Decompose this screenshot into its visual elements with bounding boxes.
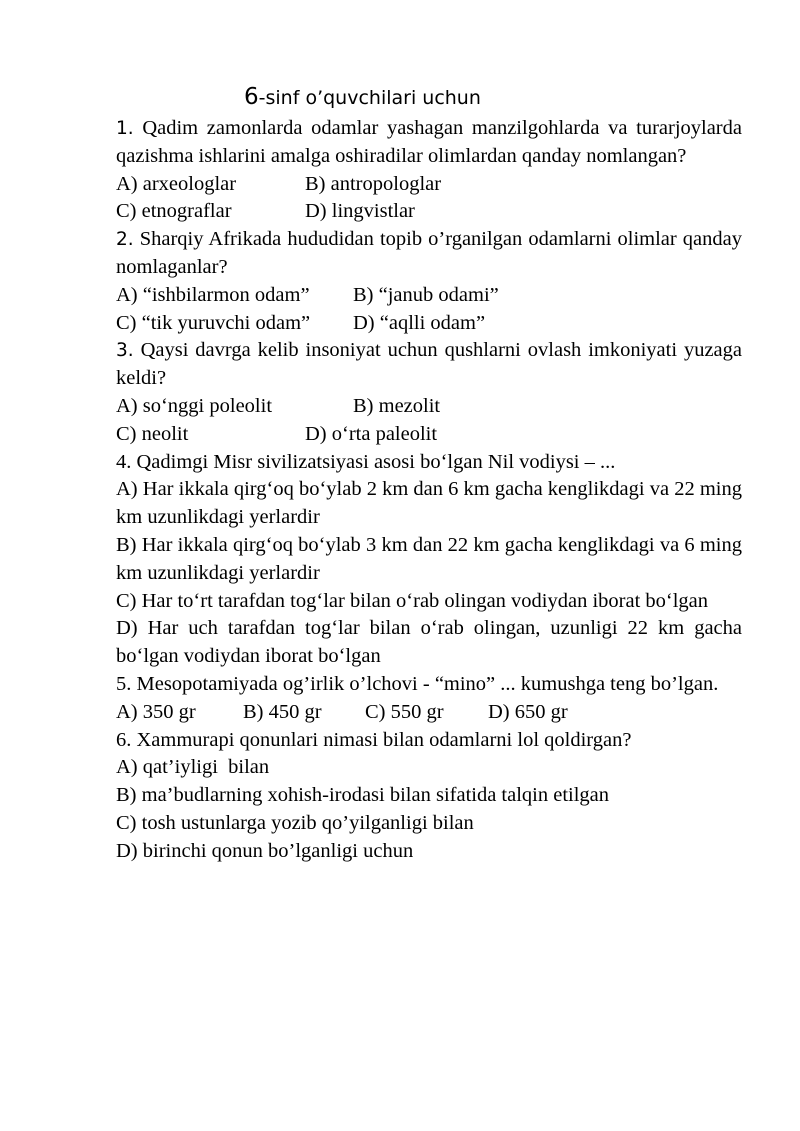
option-d: D) birinchi qonun bo’lganligi uchun	[116, 839, 414, 862]
question-4-text: 4. Qadimgi Misr sivilizatsiyasi asosi bo‘lgan Nil vodiysi – ...	[116, 450, 616, 473]
grade-number: 6	[244, 84, 259, 110]
option-a: A) Har ikkala qirg‘oq bo‘ylab 2 km dan 6 km gacha kenglikdagi va 22 ming km uzunlikdagi yerlardir	[116, 478, 742, 529]
options-row	[116, 310, 742, 338]
options-row	[116, 171, 742, 199]
options-row	[116, 699, 742, 727]
page-title	[116, 82, 742, 112]
option-c: C) etnograflar	[116, 200, 232, 223]
options-row	[116, 393, 742, 421]
question-number: 2.	[116, 229, 134, 251]
question-text: Qadim zamonlarda odamlar yashagan manzilgohlarda va turarjoylarda qazishma ishlarini amalga oshiradilar olimlardan qanday nomlangan?	[116, 117, 742, 167]
title-text: -sinf o’quvchilari uchun	[258, 87, 481, 109]
option-c: C) “tik yuruvchi odam”	[116, 311, 311, 334]
option-b: B) antropologlar	[305, 172, 442, 195]
option-a: A) so‘nggi poleolit	[116, 394, 273, 417]
option-c: C) 550 gr	[365, 700, 444, 723]
options-row	[116, 421, 742, 449]
option-a: A) 350 gr	[116, 700, 196, 723]
worksheet	[116, 82, 742, 866]
option-b: B) mezolit	[353, 394, 441, 417]
option-d: D) lingvistlar	[305, 200, 415, 223]
option-c: C) Har to‘rt tarafdan tog‘lar bilan o‘rab olingan vodiydan iborat bo‘lgan	[116, 589, 709, 612]
question-2	[116, 226, 742, 337]
option-a: A) “ishbilarmon odam”	[116, 283, 310, 306]
option-d: D) Har uch tarafdan tog‘lar bilan o‘rab olingan, uzunligi 22 km gacha bo‘lgan vodiydan iborat bo‘lgan	[116, 617, 742, 668]
option-c: C) tosh ustunlarga yozib qo’yilganligi bilan	[116, 811, 474, 834]
question-number: 1.	[116, 118, 134, 139]
option-b: B) Har ikkala qirg‘oq bo‘ylab 3 km dan 22 km gacha kenglikdagi va 6 ming km uzunlikdagi yerlardir	[116, 533, 742, 584]
option-d: D) o‘rta paleolit	[305, 422, 438, 445]
option-d: D) 650 gr	[488, 700, 568, 723]
option-a: A) qat’iyligi bilan	[116, 756, 270, 779]
question-4	[116, 449, 742, 671]
question-1	[116, 115, 742, 226]
options-row	[116, 282, 742, 310]
option-b: B) 450 gr	[243, 700, 322, 723]
question-6-text: 6. Xammurapi qonunlari nimasi bilan odamlarni lol qoldirgan?	[116, 728, 632, 751]
options-row	[116, 198, 742, 226]
question-1-text	[116, 115, 742, 171]
question-2-text	[116, 226, 742, 282]
question-text: Qaysi davrga kelib insoniyat uchun qushlarni ovlash imkoniyati yuzaga keldi?	[116, 339, 742, 390]
question-5-text: 5. Mesopotamiyada og’irlik o’lchovi - “mino” ... kumushga teng bo’lgan.	[116, 672, 719, 695]
question-5	[116, 671, 742, 727]
option-b: B) “janub odami”	[353, 283, 499, 306]
question-6	[116, 727, 742, 866]
question-text: Sharqiy Afrikada hududidan topib o’rganilgan odamlarni olimlar qanday nomlaganlar?	[116, 228, 742, 278]
option-d: D) “aqlli odam”	[353, 311, 486, 334]
question-3	[116, 337, 742, 448]
option-c: C) neolit	[116, 422, 189, 445]
question-number: 3.	[116, 340, 134, 362]
option-a: A) arxeologlar	[116, 172, 237, 195]
option-b: B) ma’budlarning xohish-irodasi bilan sifatida talqin etilgan	[116, 784, 610, 807]
question-3-text	[116, 337, 742, 393]
